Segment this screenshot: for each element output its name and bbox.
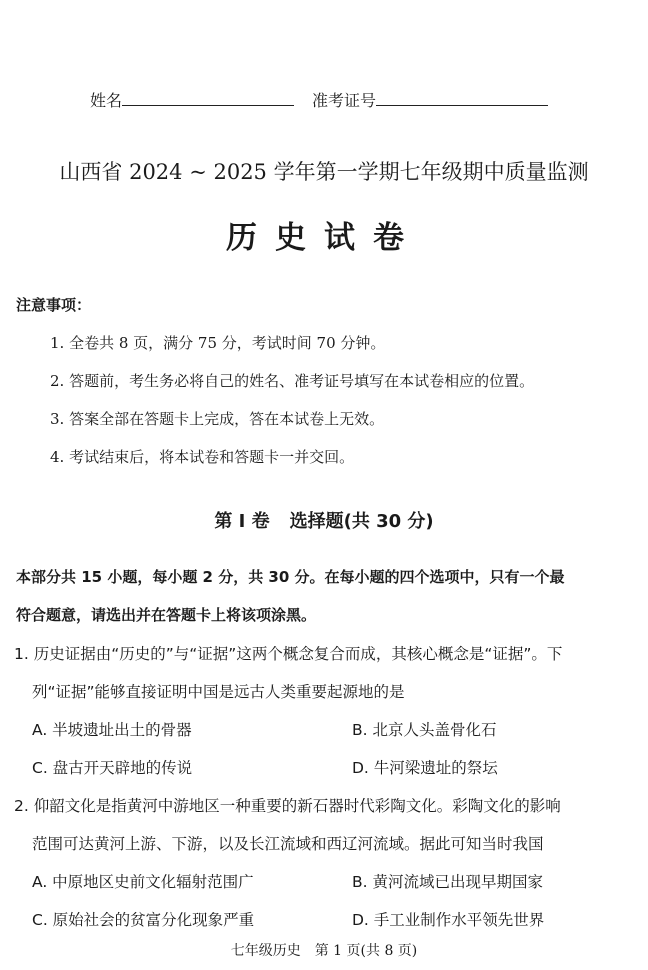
question-stem: 范围可达黄河上游、下游，以及长江流域和西辽河流域。据此可知当时我国 <box>32 835 544 853</box>
question-stem: 2. 仰韶文化是指黄河中游地区一种重要的新石器时代彩陶文化。彩陶文化的影响 <box>14 797 561 815</box>
section-name: 选择题(共 30 分) <box>289 511 434 532</box>
option-c: C. 盘古开天辟地的传说 <box>32 759 193 777</box>
option-b: B. 北京人头盖骨化石 <box>352 721 497 739</box>
question-stem: 1. 历史证据由“历史的”与“证据”这两个概念复合而成，其核心概念是“证据”。下 <box>14 645 563 663</box>
name-blank <box>122 89 294 106</box>
option-a: A. 半坡遗址出土的骨器 <box>32 721 192 739</box>
subject-title: 历史试卷 <box>226 220 422 256</box>
section-title <box>0 507 648 533</box>
notice-item: 3. 答案全部在答题卡上完成，答在本试卷上无效。 <box>50 410 385 428</box>
section-intro: 符合题意，请选出并在答题卡上将该项涂黑。 <box>16 606 317 624</box>
exam-id-blank <box>376 89 548 106</box>
section-part: 第 Ⅰ 卷 <box>214 511 270 532</box>
notice-item: 4. 考试结束后，将本试卷和答题卡一并交回。 <box>50 448 355 466</box>
notice-item: 2. 答题前，考生务必将自己的姓名、准考证号填写在本试卷相应的位置。 <box>50 372 535 390</box>
option-a: A. 中原地区史前文化辐射范围广 <box>32 873 254 891</box>
page-footer: 七年级历史 第 1 页(共 8 页) <box>230 943 418 959</box>
name-label: 姓名 <box>90 91 123 110</box>
option-c: C. 原始社会的贫富分化现象严重 <box>32 911 255 929</box>
exam-id-label: 准考证号 <box>312 91 377 110</box>
option-b: B. 黄河流域已出现早期国家 <box>352 873 543 891</box>
question-stem: 列“证据”能够直接证明中国是远古人类重要起源地的是 <box>32 683 405 701</box>
notice-heading: 注意事项： <box>16 296 92 314</box>
option-d: D. 手工业制作水平领先世界 <box>352 911 545 929</box>
section-intro: 本部分共 15 小题，每小题 2 分，共 30 分。在每小题的四个选项中，只有一个最 <box>16 568 565 586</box>
option-d: D. 牛河梁遗址的祭坛 <box>352 759 498 777</box>
exam-title: 山西省 2024 ~ 2025 学年第一学期七年级期中质量监测 <box>59 160 589 184</box>
candidate-info-line <box>90 88 548 111</box>
notice-item: 1. 全卷共 8 页，满分 75 分，考试时间 70 分钟。 <box>50 334 386 352</box>
